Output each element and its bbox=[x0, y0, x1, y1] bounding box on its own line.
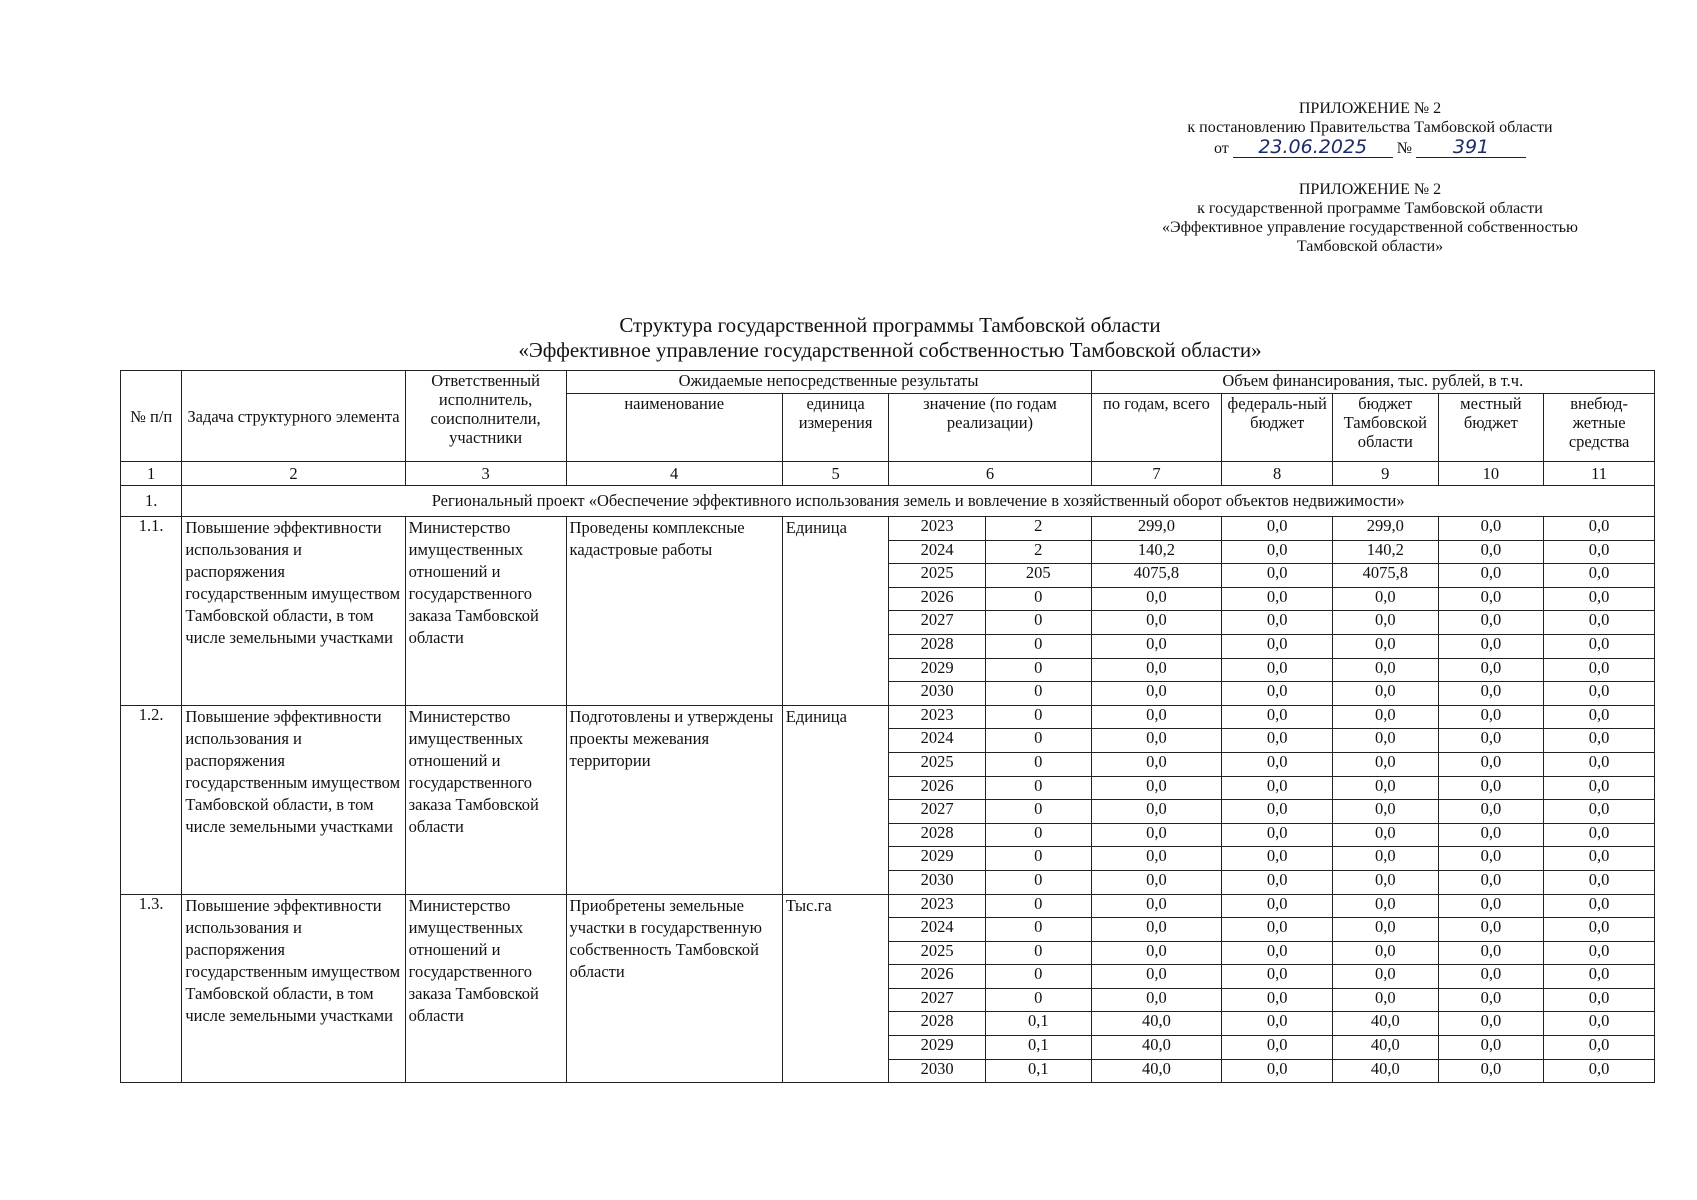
total-cell: 0,0 bbox=[1091, 729, 1222, 753]
appendix-program-block bbox=[1110, 180, 1630, 256]
federal-cell: 0,0 bbox=[1222, 965, 1333, 989]
total-cell: 0,0 bbox=[1091, 965, 1222, 989]
header-result-name: наименование bbox=[566, 394, 782, 462]
federal-cell: 0,0 bbox=[1222, 1012, 1333, 1036]
federal-cell: 0,0 bbox=[1222, 517, 1333, 541]
federal-cell: 0,0 bbox=[1222, 611, 1333, 635]
federal-cell: 0,0 bbox=[1222, 776, 1333, 800]
offbudget-cell: 0,0 bbox=[1544, 517, 1655, 541]
total-cell: 0,0 bbox=[1091, 941, 1222, 965]
total-cell: 0,0 bbox=[1091, 823, 1222, 847]
value-cell: 0 bbox=[985, 800, 1091, 824]
offbudget-cell: 0,0 bbox=[1544, 611, 1655, 635]
regional-cell: 0,0 bbox=[1332, 658, 1438, 682]
header-total: по годам, всего bbox=[1091, 394, 1222, 462]
item-result: Проведены комплексные кадастровые работы bbox=[566, 517, 782, 706]
regional-cell: 0,0 bbox=[1332, 752, 1438, 776]
item-task: Повышение эффективности использования и распоряжения государственным имуществом Тамбовской области, в том числе земельными участками bbox=[182, 517, 405, 706]
regional-cell: 299,0 bbox=[1332, 517, 1438, 541]
year-cell: 2023 bbox=[889, 894, 986, 918]
federal-cell: 0,0 bbox=[1222, 1036, 1333, 1060]
item-result: Приобретены земельные участки в государственную собственность Тамбовской области bbox=[566, 894, 782, 1083]
col-number: 3 bbox=[405, 462, 566, 486]
appendix-decree-subtitle: к постановлению Правительства Тамбовской области bbox=[1187, 119, 1553, 136]
col-number: 2 bbox=[182, 462, 405, 486]
local-cell: 0,0 bbox=[1438, 564, 1544, 588]
item-result: Подготовлены и утверждены проекты межевания территории bbox=[566, 705, 782, 894]
value-cell: 0 bbox=[985, 729, 1091, 753]
value-cell: 205 bbox=[985, 564, 1091, 588]
value-cell: 2 bbox=[985, 540, 1091, 564]
local-cell: 0,0 bbox=[1438, 870, 1544, 894]
value-cell: 0 bbox=[985, 634, 1091, 658]
regional-cell: 0,0 bbox=[1332, 894, 1438, 918]
local-cell: 0,0 bbox=[1438, 611, 1544, 635]
total-cell: 40,0 bbox=[1091, 1059, 1222, 1083]
offbudget-cell: 0,0 bbox=[1544, 776, 1655, 800]
federal-cell: 0,0 bbox=[1222, 988, 1333, 1012]
year-cell: 2028 bbox=[889, 823, 986, 847]
year-cell: 2025 bbox=[889, 941, 986, 965]
federal-cell: 0,0 bbox=[1222, 752, 1333, 776]
section-num: 1. bbox=[121, 486, 182, 517]
value-cell: 2 bbox=[985, 517, 1091, 541]
appendix-program-line2: «Эффективное управление государственной собственностью bbox=[1162, 219, 1578, 236]
total-cell: 0,0 bbox=[1091, 705, 1222, 729]
regional-cell: 0,0 bbox=[1332, 611, 1438, 635]
federal-cell: 0,0 bbox=[1222, 705, 1333, 729]
local-cell: 0,0 bbox=[1438, 752, 1544, 776]
total-cell: 140,2 bbox=[1091, 540, 1222, 564]
year-cell: 2030 bbox=[889, 1059, 986, 1083]
year-cell: 2026 bbox=[889, 965, 986, 989]
item-unit: Тыс.га bbox=[782, 894, 889, 1083]
year-cell: 2026 bbox=[889, 776, 986, 800]
offbudget-cell: 0,0 bbox=[1544, 658, 1655, 682]
federal-cell: 0,0 bbox=[1222, 564, 1333, 588]
total-cell: 299,0 bbox=[1091, 517, 1222, 541]
local-cell: 0,0 bbox=[1438, 847, 1544, 871]
col-number: 11 bbox=[1544, 462, 1655, 486]
appendix-decree-block bbox=[1150, 99, 1590, 158]
header-financing: Объем финансирования, тыс. рублей, в т.ч. bbox=[1091, 371, 1654, 394]
year-cell: 2024 bbox=[889, 729, 986, 753]
item-unit: Единица bbox=[782, 705, 889, 894]
offbudget-cell: 0,0 bbox=[1544, 941, 1655, 965]
year-cell: 2028 bbox=[889, 634, 986, 658]
regional-cell: 0,0 bbox=[1332, 682, 1438, 706]
handwritten-number: 391 bbox=[1416, 137, 1526, 158]
col-number: 7 bbox=[1091, 462, 1222, 486]
header-offbudget: внебюд-жетные средства bbox=[1544, 394, 1655, 462]
year-cell: 2027 bbox=[889, 611, 986, 635]
year-cell: 2028 bbox=[889, 1012, 986, 1036]
total-cell: 4075,8 bbox=[1091, 564, 1222, 588]
federal-cell: 0,0 bbox=[1222, 918, 1333, 942]
header-num: № п/п bbox=[121, 371, 182, 462]
value-cell: 0 bbox=[985, 918, 1091, 942]
year-cell: 2030 bbox=[889, 682, 986, 706]
value-cell: 0 bbox=[985, 823, 1091, 847]
value-cell: 0,1 bbox=[985, 1059, 1091, 1083]
federal-cell: 0,0 bbox=[1222, 682, 1333, 706]
value-cell: 0 bbox=[985, 587, 1091, 611]
local-cell: 0,0 bbox=[1438, 918, 1544, 942]
local-cell: 0,0 bbox=[1438, 705, 1544, 729]
value-cell: 0 bbox=[985, 941, 1091, 965]
regional-cell: 0,0 bbox=[1332, 965, 1438, 989]
year-cell: 2023 bbox=[889, 705, 986, 729]
federal-cell: 0,0 bbox=[1222, 894, 1333, 918]
program-structure-table bbox=[120, 370, 1655, 1083]
table-row bbox=[121, 894, 1655, 918]
decree-date-line bbox=[1150, 137, 1590, 158]
local-cell: 0,0 bbox=[1438, 634, 1544, 658]
offbudget-cell: 0,0 bbox=[1544, 870, 1655, 894]
document-title-line1: Структура государственной программы Тамбовской области bbox=[619, 313, 1161, 337]
local-cell: 0,0 bbox=[1438, 1036, 1544, 1060]
total-cell: 0,0 bbox=[1091, 752, 1222, 776]
item-executor: Министерство имущественных отношений и государственного заказа Тамбовской области bbox=[405, 517, 566, 706]
local-cell: 0,0 bbox=[1438, 729, 1544, 753]
regional-cell: 0,0 bbox=[1332, 776, 1438, 800]
offbudget-cell: 0,0 bbox=[1544, 1036, 1655, 1060]
value-cell: 0 bbox=[985, 776, 1091, 800]
local-cell: 0,0 bbox=[1438, 682, 1544, 706]
offbudget-cell: 0,0 bbox=[1544, 564, 1655, 588]
value-cell: 0,1 bbox=[985, 1036, 1091, 1060]
table-row bbox=[121, 517, 1655, 541]
col-number: 5 bbox=[782, 462, 889, 486]
offbudget-cell: 0,0 bbox=[1544, 988, 1655, 1012]
year-cell: 2029 bbox=[889, 847, 986, 871]
year-cell: 2030 bbox=[889, 870, 986, 894]
total-cell: 40,0 bbox=[1091, 1012, 1222, 1036]
value-cell: 0 bbox=[985, 965, 1091, 989]
regional-cell: 40,0 bbox=[1332, 1036, 1438, 1060]
local-cell: 0,0 bbox=[1438, 540, 1544, 564]
federal-cell: 0,0 bbox=[1222, 800, 1333, 824]
local-cell: 0,0 bbox=[1438, 800, 1544, 824]
local-cell: 0,0 bbox=[1438, 1059, 1544, 1083]
document-title-line2: «Эффективное управление государственной собственностью Тамбовской области» bbox=[518, 338, 1262, 362]
regional-cell: 40,0 bbox=[1332, 1012, 1438, 1036]
regional-cell: 0,0 bbox=[1332, 634, 1438, 658]
total-cell: 0,0 bbox=[1091, 776, 1222, 800]
year-cell: 2027 bbox=[889, 988, 986, 1012]
regional-cell: 0,0 bbox=[1332, 800, 1438, 824]
regional-cell: 0,0 bbox=[1332, 823, 1438, 847]
col-number: 1 bbox=[121, 462, 182, 486]
federal-cell: 0,0 bbox=[1222, 634, 1333, 658]
value-cell: 0 bbox=[985, 847, 1091, 871]
year-cell: 2024 bbox=[889, 540, 986, 564]
local-cell: 0,0 bbox=[1438, 965, 1544, 989]
local-cell: 0,0 bbox=[1438, 587, 1544, 611]
section-title: Региональный проект «Обеспечение эффективного использования земель и вовлечение в хозяйственный оборот объектов недвижимости» bbox=[182, 486, 1655, 517]
item-num: 1.3. bbox=[121, 894, 182, 1083]
total-cell: 40,0 bbox=[1091, 1036, 1222, 1060]
local-cell: 0,0 bbox=[1438, 988, 1544, 1012]
item-task: Повышение эффективности использования и распоряжения государственным имуществом Тамбовской области, в том числе земельными участками bbox=[182, 894, 405, 1083]
local-cell: 0,0 bbox=[1438, 1012, 1544, 1036]
col-number: 6 bbox=[889, 462, 1091, 486]
value-cell: 0 bbox=[985, 611, 1091, 635]
appendix-program-line3: Тамбовской области» bbox=[1296, 238, 1444, 255]
value-cell: 0 bbox=[985, 870, 1091, 894]
federal-cell: 0,0 bbox=[1222, 941, 1333, 965]
year-cell: 2025 bbox=[889, 564, 986, 588]
federal-cell: 0,0 bbox=[1222, 587, 1333, 611]
col-number: 4 bbox=[566, 462, 782, 486]
regional-cell: 40,0 bbox=[1332, 1059, 1438, 1083]
item-num: 1.2. bbox=[121, 705, 182, 894]
federal-cell: 0,0 bbox=[1222, 847, 1333, 871]
item-task: Повышение эффективности использования и распоряжения государственным имуществом Тамбовской области, в том числе земельными участками bbox=[182, 705, 405, 894]
appendix-decree-title: ПРИЛОЖЕНИЕ № 2 bbox=[1298, 100, 1442, 117]
offbudget-cell: 0,0 bbox=[1544, 894, 1655, 918]
regional-cell: 0,0 bbox=[1332, 847, 1438, 871]
value-cell: 0 bbox=[985, 682, 1091, 706]
handwritten-date: 23.06.2025 bbox=[1233, 137, 1393, 158]
item-executor: Министерство имущественных отношений и государственного заказа Тамбовской области bbox=[405, 894, 566, 1083]
appendix-program-line1: к государственной программе Тамбовской области bbox=[1197, 200, 1543, 217]
regional-cell: 0,0 bbox=[1332, 918, 1438, 942]
offbudget-cell: 0,0 bbox=[1544, 1012, 1655, 1036]
offbudget-cell: 0,0 bbox=[1544, 752, 1655, 776]
header-executor: Ответственный исполнитель, соисполнители, участники bbox=[405, 371, 566, 462]
offbudget-cell: 0,0 bbox=[1544, 587, 1655, 611]
header-expected-results: Ожидаемые непосредственные результаты bbox=[566, 371, 1091, 394]
total-cell: 0,0 bbox=[1091, 682, 1222, 706]
year-cell: 2027 bbox=[889, 800, 986, 824]
offbudget-cell: 0,0 bbox=[1544, 682, 1655, 706]
total-cell: 0,0 bbox=[1091, 587, 1222, 611]
header-value: значение (по годам реализации) bbox=[889, 394, 1091, 462]
year-cell: 2029 bbox=[889, 658, 986, 682]
header-regional: бюджет Тамбовской области bbox=[1332, 394, 1438, 462]
year-cell: 2025 bbox=[889, 752, 986, 776]
offbudget-cell: 0,0 bbox=[1544, 540, 1655, 564]
value-cell: 0 bbox=[985, 705, 1091, 729]
item-executor: Министерство имущественных отношений и государственного заказа Тамбовской области bbox=[405, 705, 566, 894]
total-cell: 0,0 bbox=[1091, 658, 1222, 682]
table-body bbox=[121, 486, 1655, 1083]
federal-cell: 0,0 bbox=[1222, 729, 1333, 753]
total-cell: 0,0 bbox=[1091, 847, 1222, 871]
item-unit: Единица bbox=[782, 517, 889, 706]
header-task: Задача структурного элемента bbox=[182, 371, 405, 462]
offbudget-cell: 0,0 bbox=[1544, 705, 1655, 729]
total-cell: 0,0 bbox=[1091, 988, 1222, 1012]
col-number: 8 bbox=[1222, 462, 1333, 486]
local-cell: 0,0 bbox=[1438, 658, 1544, 682]
year-cell: 2024 bbox=[889, 918, 986, 942]
regional-cell: 0,0 bbox=[1332, 729, 1438, 753]
total-cell: 0,0 bbox=[1091, 634, 1222, 658]
item-num: 1.1. bbox=[121, 517, 182, 706]
total-cell: 0,0 bbox=[1091, 611, 1222, 635]
regional-cell: 4075,8 bbox=[1332, 564, 1438, 588]
local-cell: 0,0 bbox=[1438, 894, 1544, 918]
number-prefix: № bbox=[1396, 140, 1413, 157]
header-federal: федераль-ный бюджет bbox=[1222, 394, 1333, 462]
col-number: 9 bbox=[1332, 462, 1438, 486]
table-row bbox=[121, 705, 1655, 729]
year-cell: 2023 bbox=[889, 517, 986, 541]
regional-cell: 0,0 bbox=[1332, 941, 1438, 965]
local-cell: 0,0 bbox=[1438, 941, 1544, 965]
regional-cell: 0,0 bbox=[1332, 988, 1438, 1012]
header-unit: единица измерения bbox=[782, 394, 889, 462]
year-cell: 2029 bbox=[889, 1036, 986, 1060]
local-cell: 0,0 bbox=[1438, 776, 1544, 800]
value-cell: 0 bbox=[985, 988, 1091, 1012]
offbudget-cell: 0,0 bbox=[1544, 965, 1655, 989]
offbudget-cell: 0,0 bbox=[1544, 847, 1655, 871]
local-cell: 0,0 bbox=[1438, 517, 1544, 541]
header-local: местный бюджет bbox=[1438, 394, 1544, 462]
total-cell: 0,0 bbox=[1091, 918, 1222, 942]
offbudget-cell: 0,0 bbox=[1544, 1059, 1655, 1083]
value-cell: 0 bbox=[985, 752, 1091, 776]
regional-cell: 140,2 bbox=[1332, 540, 1438, 564]
section-row bbox=[121, 486, 1655, 517]
offbudget-cell: 0,0 bbox=[1544, 634, 1655, 658]
regional-cell: 0,0 bbox=[1332, 705, 1438, 729]
year-cell: 2026 bbox=[889, 587, 986, 611]
federal-cell: 0,0 bbox=[1222, 870, 1333, 894]
value-cell: 0,1 bbox=[985, 1012, 1091, 1036]
value-cell: 0 bbox=[985, 894, 1091, 918]
value-cell: 0 bbox=[985, 658, 1091, 682]
federal-cell: 0,0 bbox=[1222, 658, 1333, 682]
total-cell: 0,0 bbox=[1091, 894, 1222, 918]
offbudget-cell: 0,0 bbox=[1544, 800, 1655, 824]
total-cell: 0,0 bbox=[1091, 800, 1222, 824]
regional-cell: 0,0 bbox=[1332, 870, 1438, 894]
appendix-program-title: ПРИЛОЖЕНИЕ № 2 bbox=[1298, 181, 1442, 198]
regional-cell: 0,0 bbox=[1332, 587, 1438, 611]
offbudget-cell: 0,0 bbox=[1544, 918, 1655, 942]
offbudget-cell: 0,0 bbox=[1544, 823, 1655, 847]
date-prefix: от bbox=[1213, 140, 1229, 157]
col-number: 10 bbox=[1438, 462, 1544, 486]
offbudget-cell: 0,0 bbox=[1544, 729, 1655, 753]
local-cell: 0,0 bbox=[1438, 823, 1544, 847]
federal-cell: 0,0 bbox=[1222, 540, 1333, 564]
total-cell: 0,0 bbox=[1091, 870, 1222, 894]
federal-cell: 0,0 bbox=[1222, 1059, 1333, 1083]
federal-cell: 0,0 bbox=[1222, 823, 1333, 847]
